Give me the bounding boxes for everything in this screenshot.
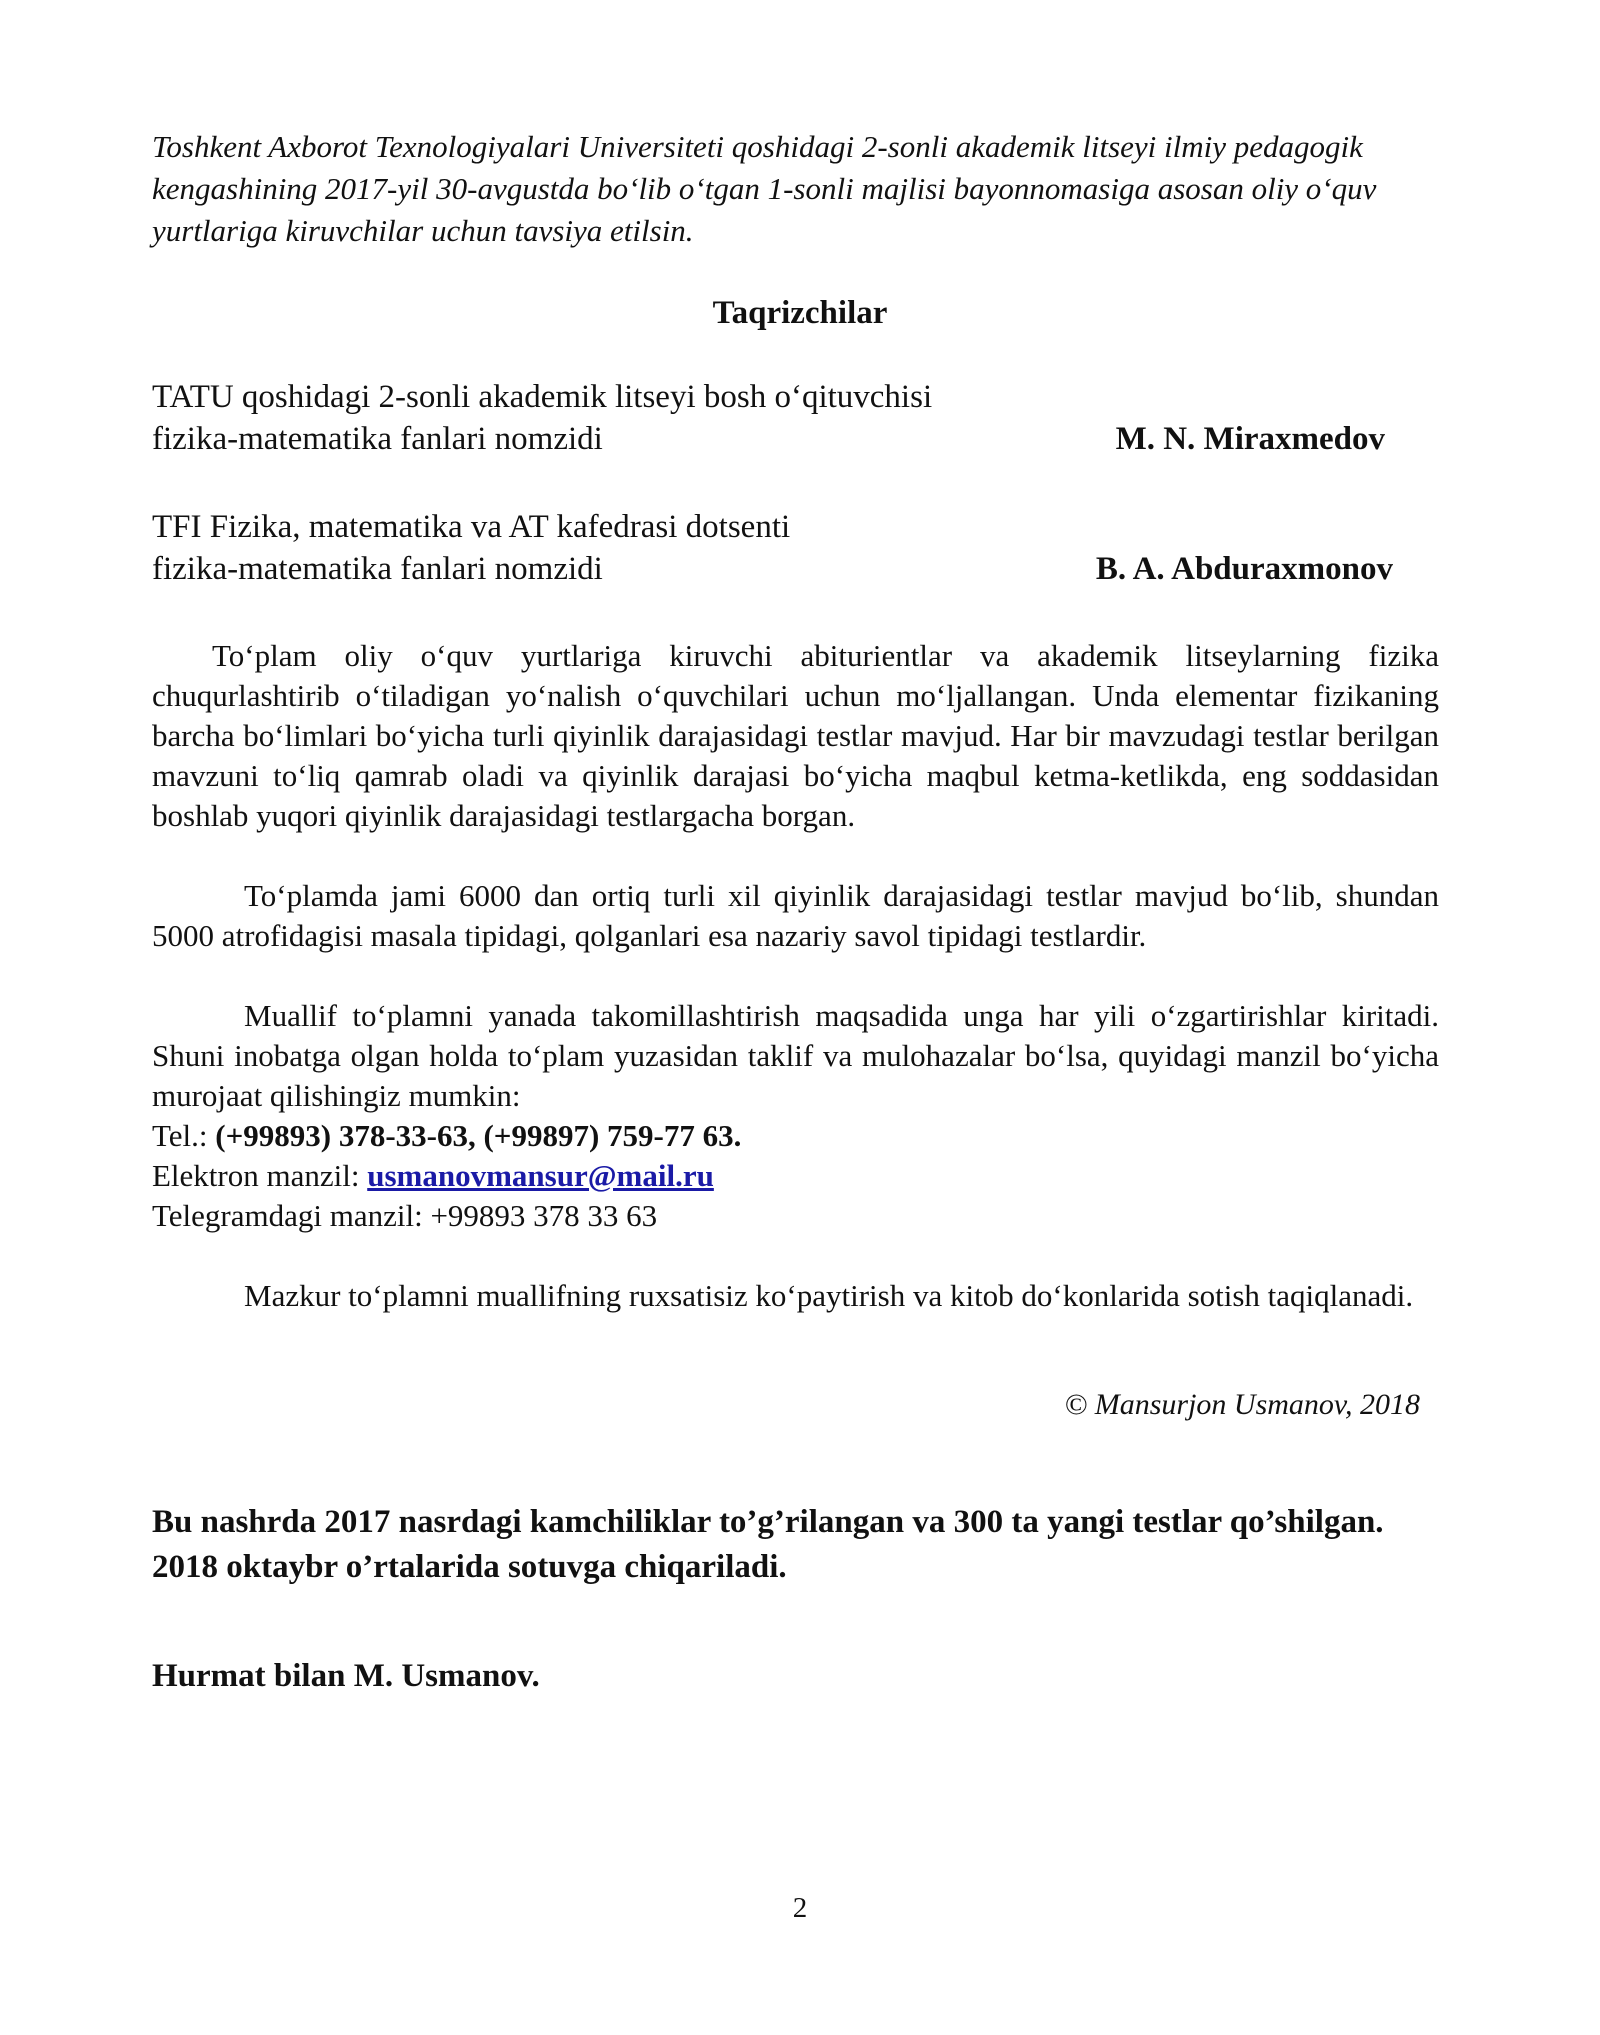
reviewers-heading: Taqrizchilar (712, 295, 888, 331)
phone-label: Tel.: (152, 1118, 208, 1153)
approval-note: Toshkent Axborot Texnologiyalari Universiteti qoshidagi 2-sonli akademik litseyi ilmiy pedagogik kengashining 2017-yil 30-avgustda bo‘lib o‘tgan 1-sonli majlisi bayonnomasiga asosan oliy o‘quv yurtlariga kiruvchilar uchun tavsiya etilsin. (152, 129, 1377, 248)
email-link[interactable]: usmanovmansur@mail.ru (367, 1158, 714, 1193)
email-line (152, 1156, 714, 1196)
phone-numbers: (+99893) 378-33-63, (+99897) 759-77 63. (215, 1118, 742, 1153)
copyright-line: © Mansurjon Usmanov, 2018 (1064, 1388, 1420, 1421)
reviewer-1-degree: fizika-matematika fanlari nomzidi (152, 421, 603, 457)
feedback-paragraph: Muallif to‘plamni yanada takomillashtirish maqsadida unga har yili o‘zgartirishlar kiritadi. Shuni inobatga olgan holda to‘plam yuzasidan taklif va mulohazalar bo‘lsa, quyidagi manzil bo‘yicha murojaat qilishingiz mumkin: (152, 998, 1439, 1113)
reviewer-1-position: TATU qoshidagi 2-sonli akademik litseyi bosh o‘qituvchisi (152, 379, 933, 415)
reviewer-1-name: M. N. Miraxmedov (1115, 421, 1385, 457)
reviewer-2-position: TFI Fizika, matematika va AT kafedrasi dotsenti (152, 509, 791, 545)
prohibition-paragraph: Mazkur to‘plamni muallifning ruxsatisiz ko‘paytirish va kitob do‘konlarida sotish taqiqlanadi. (244, 1278, 1414, 1313)
telegram-line: Telegramdagi manzil: +99893 378 33 63 (152, 1198, 658, 1233)
email-label: Elektron manzil: (152, 1158, 360, 1193)
edition-notice: Bu nashrda 2017 nasrdagi kamchiliklar to’g’rilangan va 300 ta yangi testlar qo’shilgan. 2018 oktaybr o’rtalarida sotuvga chiqariladi. (152, 1504, 1384, 1585)
phone-line (152, 1116, 741, 1156)
closing-signature: Hurmat bilan M. Usmanov. (152, 1658, 540, 1694)
test-count-paragraph: To‘plamda jami 6000 dan ortiq turli xil qiyinlik darajasidagi testlar mavjud bo‘lib, shundan 5000 atrofidagisi masala tipidagi, qolganlari esa nazariy savol tipidagi testlardir. (152, 878, 1439, 953)
intro-paragraph: To‘plam oliy o‘quv yurtlariga kiruvchi abiturientlar va akademik litseylarning fizika chuqurlashtirib o‘tiladigan yo‘nalish o‘quvchilari uchun mo‘ljallangan. Unda elementar fizikaning barcha bo‘limlari bo‘yicha turli qiyinlik darajasidagi testlar mavjud. Har bir mavzudagi testlar berilgan mavzuni to‘liq qamrab oladi va qiyinlik darajasi bo‘yicha maqbul ketma-ketlikda, eng soddasidan boshlab yuqori qiyinlik darajasidagi testlargacha borgan. (152, 638, 1439, 833)
page-number: 2 (792, 1892, 808, 1924)
reviewer-2-name: B. A. Abduraxmonov (1095, 551, 1393, 587)
reviewer-2-degree: fizika-matematika fanlari nomzidi (152, 551, 603, 587)
